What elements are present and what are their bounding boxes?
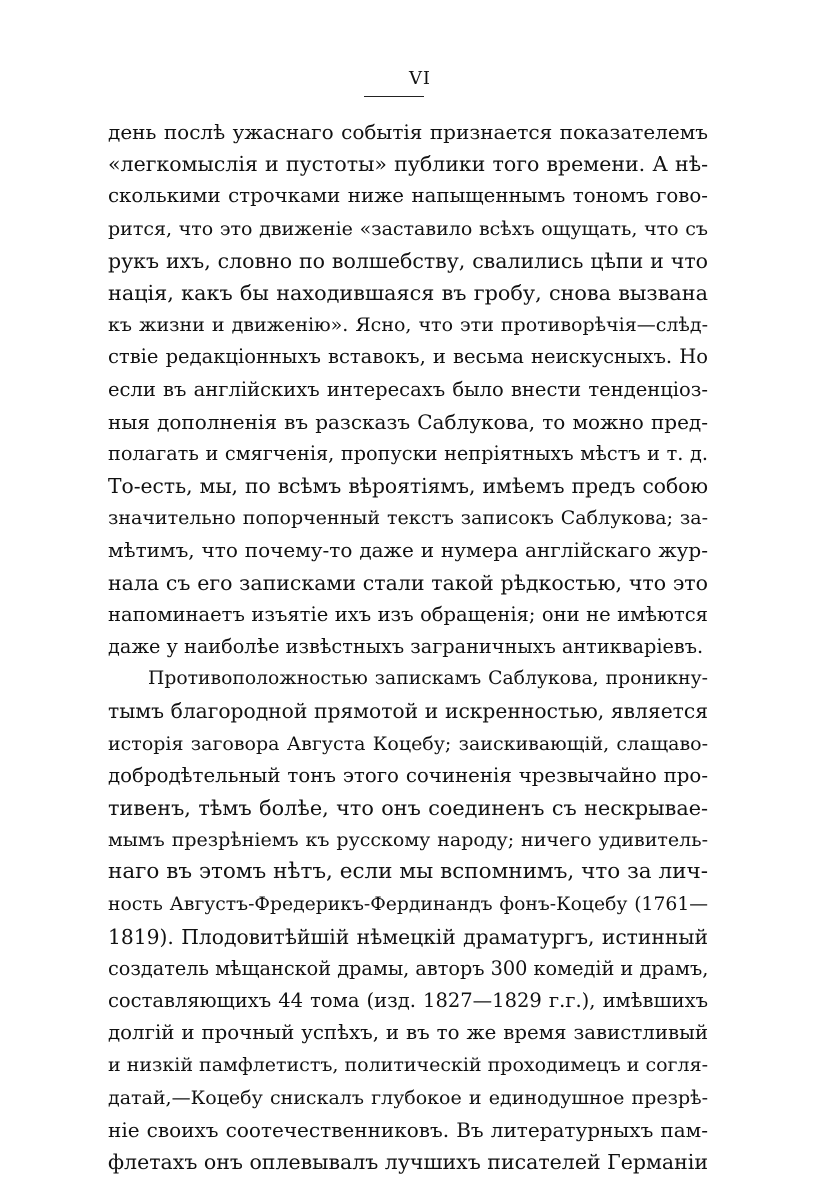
text-line: сколькими строчками ниже напыщеннымъ тономъ гово- bbox=[108, 184, 708, 208]
text-line: исторія заговора Августа Коцебу; заискивающій, слащаво- bbox=[108, 732, 708, 755]
text-line: добродѣтельный тонъ этого сочиненія чрезвычайно про- bbox=[108, 763, 708, 787]
text-line: То-есть, мы, по всѣмъ вѣроятіямъ, имѣемъ предъ собою bbox=[108, 474, 708, 499]
text-line: Противоположностью запискамъ Саблукова, проникну- bbox=[148, 668, 708, 690]
text-line: къ жизни и движенію». Ясно, что эти противорѣчія—слѣд- bbox=[108, 314, 708, 337]
text-line: флетахъ онъ оплевывалъ лучшихъ писателей Германіи bbox=[108, 1150, 708, 1174]
text-line: даже у наиболѣе извѣстныхъ заграничныхъ антикваріевъ. bbox=[108, 635, 704, 658]
text-line: нація, какъ бы находившаяся въ гробу, снова вызвана bbox=[108, 280, 708, 305]
text-line: 1819). Плодовитѣйшій нѣмецкій драматургъ, истинный bbox=[108, 924, 708, 949]
text-line: ствіе редакціонныхъ вставокъ, и весьма неискусныхъ. Но bbox=[108, 345, 708, 369]
page-number-rule bbox=[364, 96, 424, 97]
text-line: ныя дополненія въ разсказъ Саблукова, то можно пред- bbox=[108, 409, 708, 434]
text-line: если въ англійскихъ интересахъ было внести тенденціоз- bbox=[108, 377, 708, 401]
text-line: создатель мѣщанской драмы, авторъ 300 комедій и драмъ, bbox=[108, 956, 708, 980]
text-line: тымъ благородной прямотой и искренностью, является bbox=[108, 699, 708, 724]
text-line: рится, что это движеніе «заставило всѣхъ ощущать, что съ bbox=[108, 217, 708, 240]
text-line: ніе своихъ соотечественниковъ. Въ литературныхъ пам- bbox=[108, 1117, 708, 1142]
text-line: рукъ ихъ, словно по волшебству, свалились цѣпи и что bbox=[108, 248, 708, 273]
text-line: мымъ презрѣніемъ къ русскому народу; ничего удивитель- bbox=[108, 829, 708, 852]
page-number: VI bbox=[408, 68, 432, 89]
text-line: день послѣ ужаснаго событія признается показателемъ bbox=[108, 120, 708, 144]
text-line: долгій и прочный успѣхъ, и въ то же время завистливый bbox=[108, 1021, 708, 1045]
text-line: нала съ его записками стали такой рѣдкостью, что это bbox=[108, 570, 708, 595]
text-line: мѣтимъ, что почему-то даже и нумера англійскаго жур- bbox=[108, 538, 708, 563]
text-line: «легкомыслія и пустоты» публики того времени. А нѣ- bbox=[108, 152, 708, 177]
body-text bbox=[108, 116, 708, 1178]
text-line: наго въ этомъ нѣтъ, если мы вспомнимъ, что за лич- bbox=[108, 859, 708, 885]
text-line: напоминаетъ изъятіе ихъ изъ обращенія; они не имѣются bbox=[108, 602, 708, 626]
text-line: значительно попорченный текстъ записокъ Саблукова; за- bbox=[108, 507, 708, 530]
text-line: тивенъ, тѣмъ болѣе, что онъ соединенъ съ нескрывае- bbox=[108, 795, 708, 820]
text-line: датай,—Коцебу снискалъ глубокое и единодушное презрѣ- bbox=[108, 1086, 708, 1109]
text-line: составляющихъ 44 тома (изд. 1827—1829 г.г.), имѣвшихъ bbox=[108, 989, 708, 1013]
text-line: ность Августъ-Фредерикъ-Фердинандъ фонъ-Коцебу (1761— bbox=[108, 893, 708, 915]
text-line: полагать и смягченія, пропуски непріятныхъ мѣстъ и т. д. bbox=[108, 441, 708, 465]
text-line: и низкій памфлетистъ, политическій проходимецъ и согля- bbox=[108, 1054, 708, 1077]
